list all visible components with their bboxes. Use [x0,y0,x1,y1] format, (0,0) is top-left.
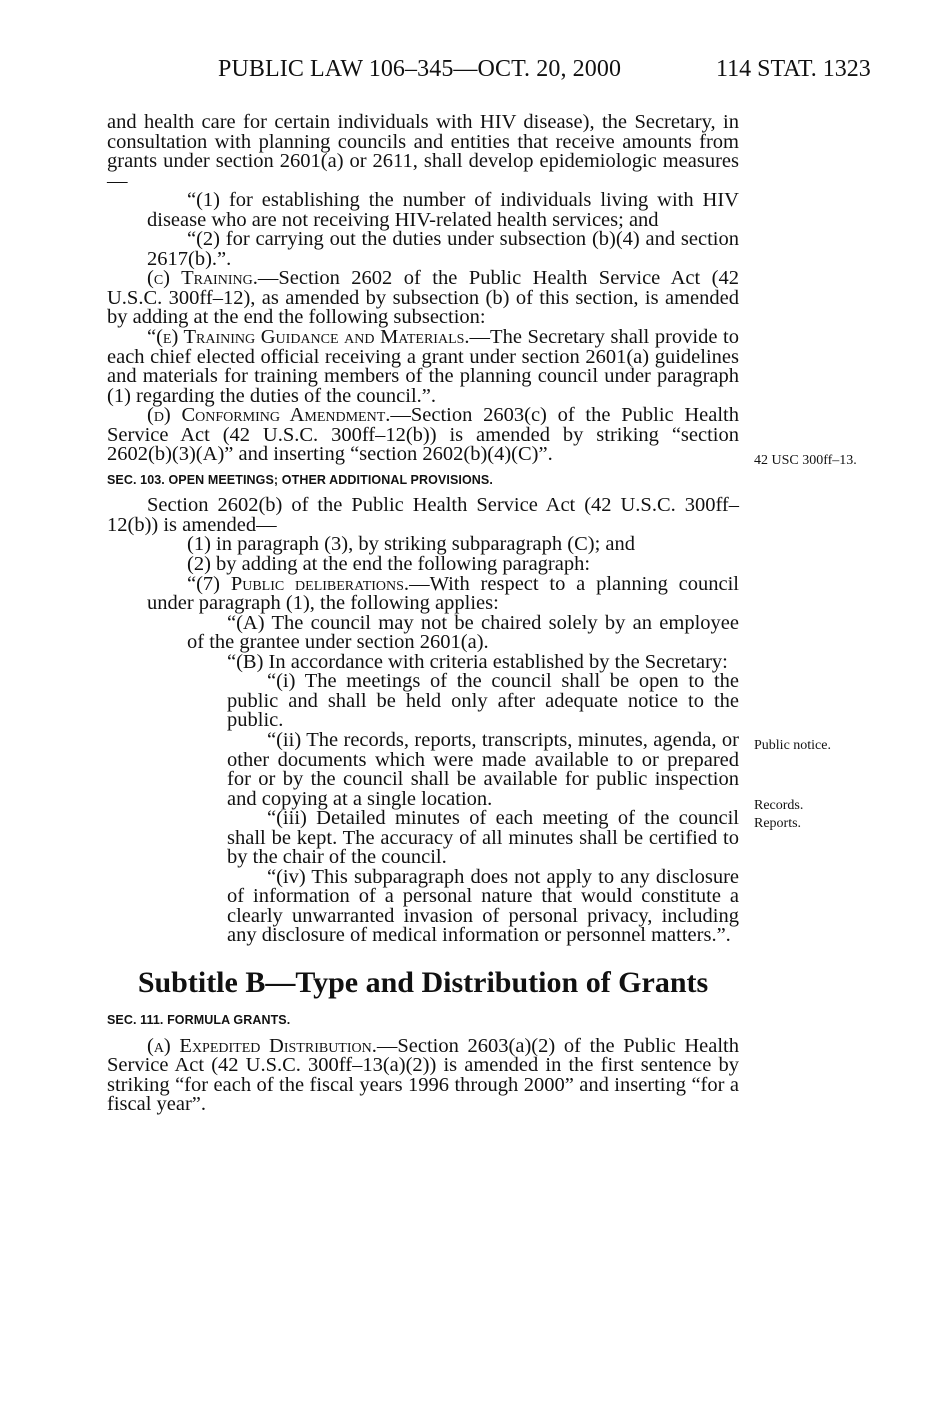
paragraph [107,406,739,465]
paragraph-text: —Section 2603(a)(2) of the Public Health Service Act (42 U.S.C. 300ff–13(a)(2)) is amended in the first sentence by striking “for each of the fiscal years 1996 through 2000” and inserting “for a fiscal year”. [107,1034,739,1116]
paragraph: “(iv) This subparagraph does not apply to any disclosure of information of a personal nature that would constitute a clearly unwarranted invasion of personal privacy, including any disclosure of medical information or personnel matters.”. [227,865,739,947]
paragraph: “(i) The meetings of the council shall be open to the public and shall be held only after adequate notice to the public. [227,670,739,732]
paragraph: and health care for certain individuals with HIV disease), the Secretary, in consultation with planning councils and entities that receive amounts from grants under section 2601(a) or 2611, shall develop epidemiologic measures— [107,111,739,192]
paragraph: (1) in paragraph (3), by striking subparagraph (C); and [187,533,636,556]
paragraph: Section 2602(b) of the Public Health Service Act (42 U.S.C. 300ff–12(b)) is amended— [107,494,739,536]
paragraph-heading: (d) Conforming Amendment. [147,404,391,427]
paragraph: “(2) for carrying out the duties under subsection (b)(4) and section 2617(b).”. [147,228,739,270]
margin-note-usc: 42 USC 300ff–13. [754,453,857,468]
paragraph: “(iii) Detailed minutes of each meeting of the council shall be kept. The accuracy of all minutes shall be certified to by the chair of the council. [227,807,739,869]
paragraph [107,328,739,406]
paragraph [107,269,739,328]
paragraph: “(ii) The records, reports, transcripts, minutes, agenda, or other documents which were made available to or prepared for or by the council shall be available for public inspection and copying at a single location. [227,728,739,810]
paragraph-heading: (a) Expedited Distribution. [147,1034,377,1057]
paragraph-text: —Section 2602 of the Public Health Service Act (42 U.S.C. 300ff–12), as amended by subsection (b) of this section, is amended by adding at the end the following subsection: [107,267,739,329]
document-body [107,113,739,1115]
paragraph-heading: (c) Training. [147,267,258,290]
margin-note-public-notice: Public notice. [754,738,831,753]
paragraph-text: —Section 2603(c) of the Public Health Service Act (42 U.S.C. 300ff–12(b)) is amended by striking “section 2602(b)(3)(A)” and inserting “section 2602(b)(4)(C)”. [107,404,739,466]
paragraph: “(B) In accordance with criteria established by the Secretary: [227,650,728,673]
section-heading: SEC. 111. FORMULA GRANTS. [107,1012,291,1027]
paragraph-heading: “(7) Public deliberations. [187,572,410,595]
section-heading: SEC. 103. OPEN MEETINGS; OTHER ADDITIONAL PROVISIONS. [107,472,493,487]
subtitle-heading: Subtitle B—Type and Distribution of Grants [137,965,709,999]
margin-note-records: Records. [754,798,804,813]
paragraph: “(A) The council may not be chaired solely by an employee of the grantee under section 2601(a). [187,611,739,654]
running-head-title: PUBLIC LAW 106–345—OCT. 20, 2000 [218,56,622,82]
paragraph: “(1) for establishing the number of individuals living with HIV disease who are not receiving HIV-related health services; and [147,189,739,231]
paragraph [107,1034,739,1116]
paragraph-text: —With respect to a planning council under paragraph (1), the following applies: [147,572,739,615]
paragraph [107,572,739,615]
paragraph: (2) by adding at the end the following paragraph: [187,553,591,576]
statute-page-number: 114 STAT. 1323 [716,56,871,82]
paragraph-heading: “(e) Training Guidance and Materials. [147,326,470,349]
page-header [0,56,948,92]
margin-note-reports: Reports. [754,816,802,831]
paragraph-text: —The Secretary shall provide to each chief elected official receiving a grant under section 2601(a) guidelines and materials for training members of the planning council under paragraph (1) regarding the duties of the council.”. [107,326,739,407]
